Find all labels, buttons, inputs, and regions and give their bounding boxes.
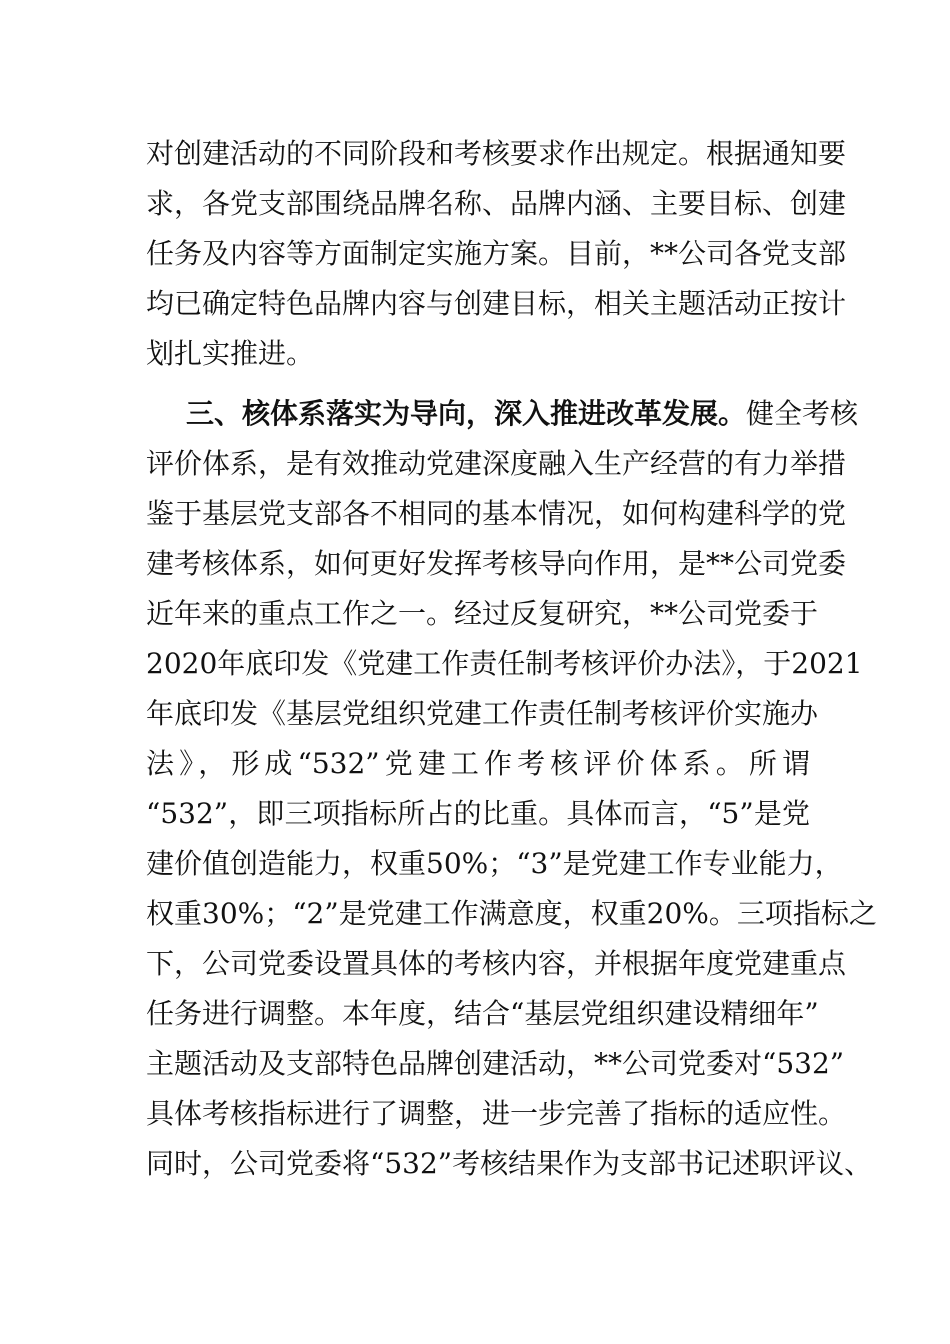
heading-line-trailing-text: 健全考核 [746,397,859,430]
paragraph-line-2: 求，各党支部围绕品牌名称、品牌内涵、主要目标、创建 [146,187,847,220]
paragraph-line-6: 评价体系，是有效推动党建深度融入生产经营的有力举措 [146,447,847,480]
paragraph-line-16: 下，公司党委设置具体的考核内容，并根据年度党建重点 [146,947,847,980]
section-heading: 三、核体系落实为导向，深入推进改革发展。 [186,397,747,430]
paragraph-line-19: 具体考核指标进行了调整，进一步完善了指标的适应性。 [146,1097,847,1130]
paragraph-line-20: 同时，公司党委将“532”考核结果作为支部书记述职评议、 [146,1147,873,1180]
paragraph-line-3: 任务及内容等方面制定实施方案。目前，**公司各党支部 [146,237,847,270]
paragraph-line-1: 对创建活动的不同阶段和考核要求作出规定。根据通知要 [146,137,847,170]
paragraph-line-9: 近年来的重点工作之一。经过反复研究，**公司党委于 [146,597,819,630]
section-heading-line [186,394,859,434]
paragraph-line-14: 建价值创造能力，权重50%；“3”是党建工作专业能力， [146,847,843,880]
paragraph-line-4: 均已确定特色品牌内容与创建目标，相关主题活动正按计 [146,287,847,320]
paragraph-line-7: 鉴于基层党支部各不相同的基本情况，如何构建科学的党 [146,497,847,530]
paragraph-line-13: “532”，即三项指标所占的比重。具体而言，“5”是党 [146,797,810,830]
paragraph-line-11: 年底印发《基层党组织党建工作责任制考核评价实施办 [146,697,819,730]
paragraph-line-17: 任务进行调整。本年度，结合“基层党组织建设精细年” [146,997,819,1030]
paragraph-line-15: 权重30%；“2”是党建工作满意度，权重20%。三项指标之 [146,897,877,930]
paragraph-line-8: 建考核体系，如何更好发挥考核导向作用，是**公司党委 [146,547,847,580]
paragraph-line-5: 划扎实推进。 [146,337,315,370]
paragraph-line-18: 主题活动及支部特色品牌创建活动，**公司党委对“532” [146,1047,845,1080]
paragraph-line-10: 2020年底印发《党建工作责任制考核评价办法》，于2021 [146,647,863,680]
paragraph-line-12: 法》，形成“532”党建工作考核评价体系。所谓 [146,747,810,780]
